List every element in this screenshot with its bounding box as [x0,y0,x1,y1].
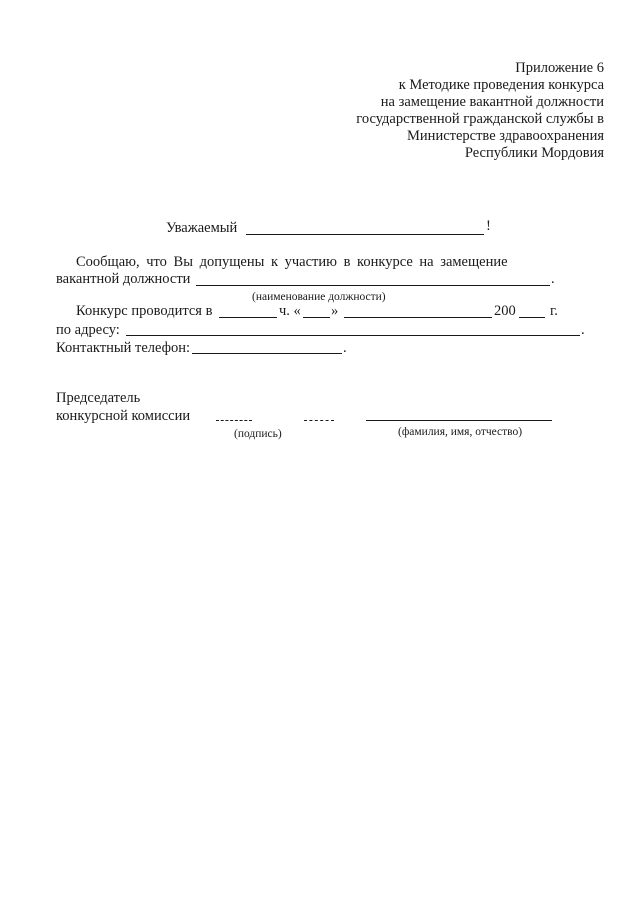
contest-date-label: Конкурс проводится в [76,303,213,319]
phone-label: Контактный телефон: [56,340,191,356]
chairman-title: Председатель [56,390,141,406]
header-line: Приложение 6 [515,60,604,76]
header-line: государственной гражданской службы в [356,111,604,127]
contest-day-field[interactable] [303,317,330,318]
contest-month-field[interactable] [344,317,492,318]
greeting-label: Уважаемый [166,220,238,236]
vacancy-label: вакантной должности [56,271,191,287]
year-prefix: 200 [494,303,516,319]
header-line: Министерстве здравоохранения [407,128,604,144]
greeting-end: ! [486,218,491,234]
position-name-field[interactable] [196,285,550,286]
vacancy-end: . [551,271,555,287]
address-label: по адресу: [56,322,120,338]
signature-field-part2[interactable] [304,420,334,421]
phone-end: . [343,340,347,356]
address-field[interactable] [126,335,580,336]
position-caption: (наименование должности) [252,291,386,303]
year-suffix: г. [550,303,558,319]
phone-field[interactable] [192,353,342,354]
quote-close: » [331,303,339,319]
contest-hour-field[interactable] [219,317,277,318]
commission-title: конкурсной комиссии [56,408,191,424]
full-name-caption: (фамилия, имя, отчество) [398,426,523,438]
contest-year-field[interactable] [519,317,545,318]
hour-suffix: ч. « [279,303,301,319]
full-name-field[interactable] [366,420,552,421]
header-line: Республики Мордовия [464,145,604,161]
notice-text: Сообщаю, что Вы допущены к участию в конкурсе на замещение [76,254,508,270]
header-line: на замещение вакантной должности [380,94,604,110]
header-line: к Методике проведения конкурса [398,77,604,93]
address-end: . [581,322,585,338]
signature-field-part1[interactable] [216,420,252,421]
appendix-header [284,60,604,162]
signature-caption: (подпись) [234,428,282,440]
addressee-name-field[interactable] [246,234,484,235]
